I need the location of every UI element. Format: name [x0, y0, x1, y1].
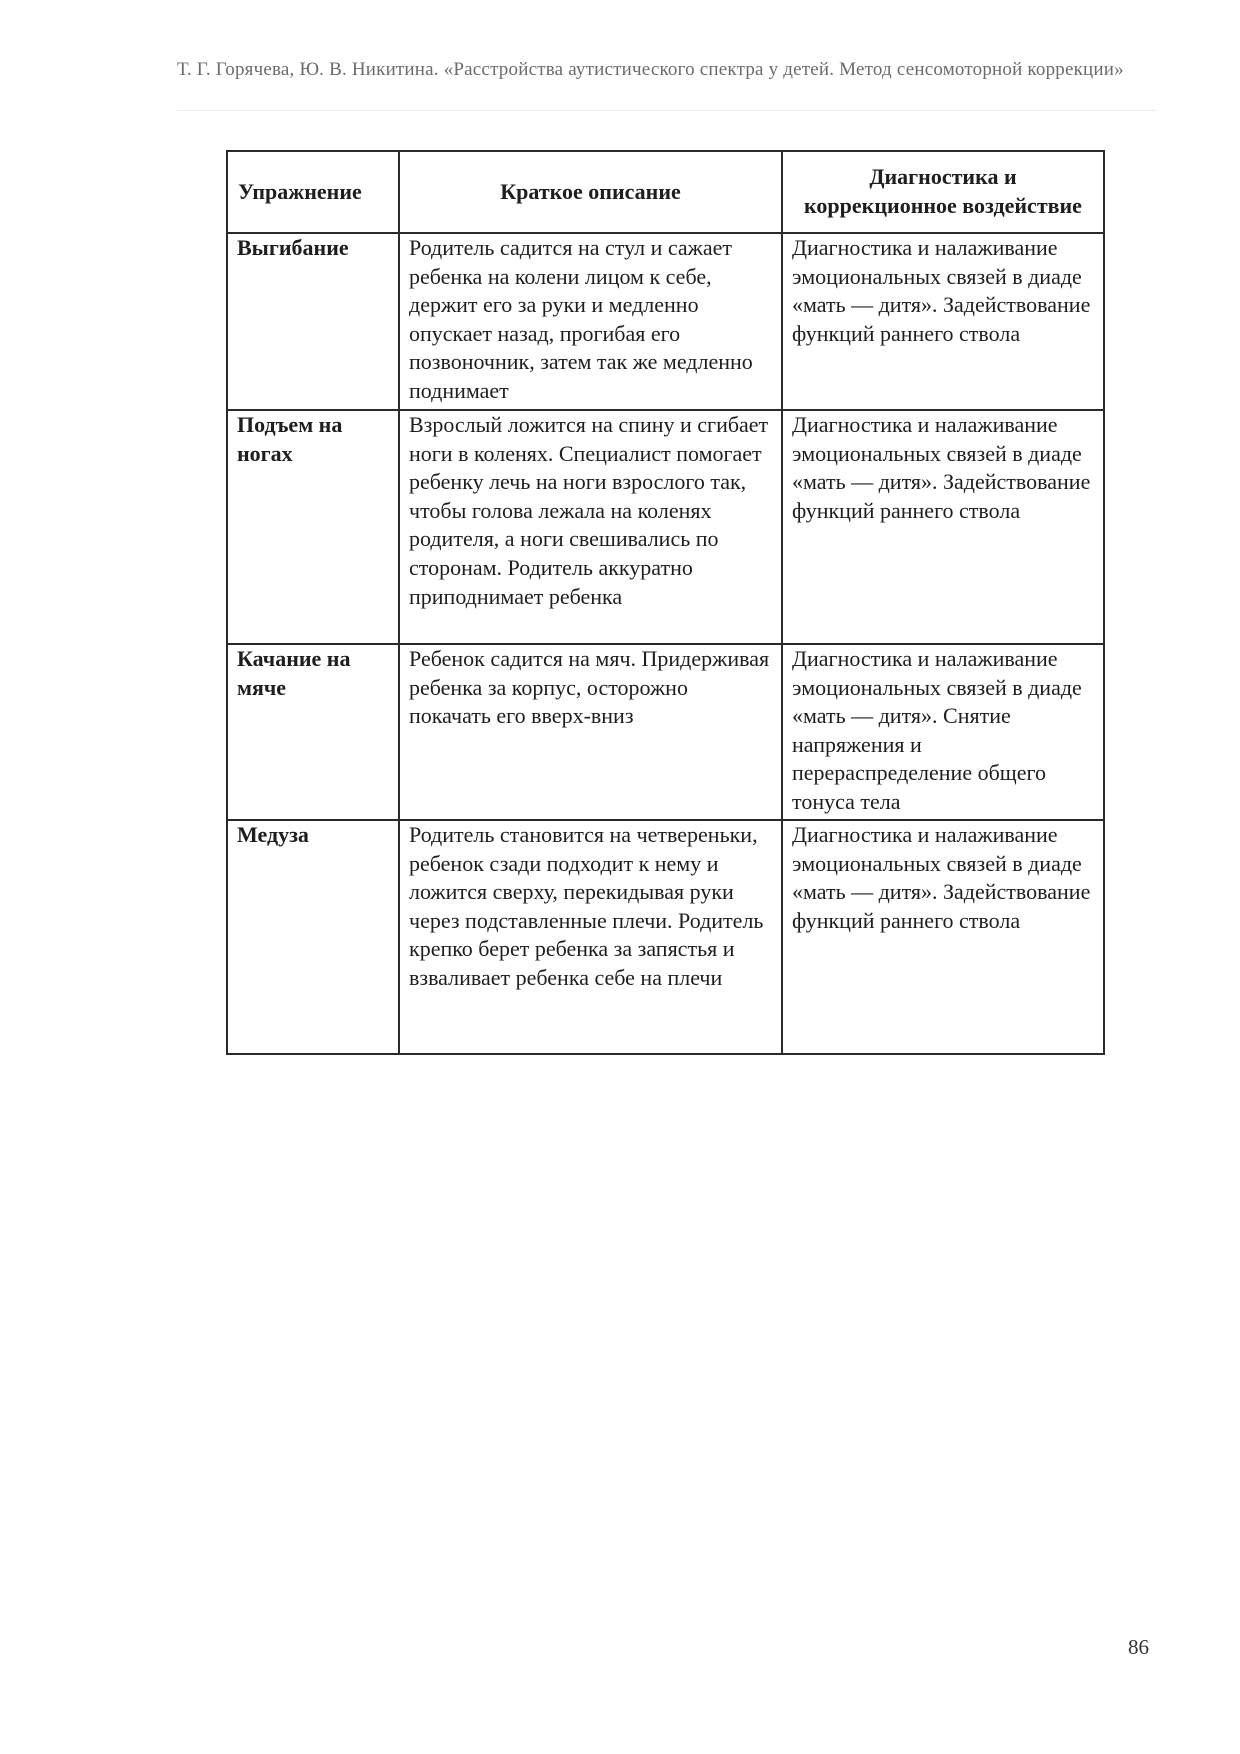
page-number: 86 — [1128, 1635, 1149, 1659]
exercise-name: Медуза — [227, 820, 399, 1054]
exercise-name: Выгибание — [227, 233, 399, 410]
exercise-diagnostics: Диагностика и налаживание эмоциональных связей в диаде «мать — дитя». Задействование функций раннего ствола — [782, 820, 1104, 1054]
table-row — [227, 233, 1104, 410]
exercise-name: Качание на мяче — [227, 644, 399, 820]
exercise-description: Ребенок садится на мяч. Придерживая ребенка за корпус, осторожно покачать его вверх-вниз — [399, 644, 782, 820]
exercise-diagnostics: Диагностика и налаживание эмоциональных связей в диаде «мать — дитя». Задействование функций раннего ствола — [782, 233, 1104, 410]
exercise-diagnostics: Диагностика и налаживание эмоциональных связей в диаде «мать — дитя». Снятие напряжения и перераспределение общего тонуса тела — [782, 644, 1104, 820]
exercise-name: Подъем на ногах — [227, 410, 399, 644]
exercise-description: Родитель садится на стул и сажает ребенка на колени лицом к себе, держит его за руки и медленно опускает назад, прогибая его позвоночник, затем так же медленно поднимает — [399, 233, 782, 410]
exercise-table — [226, 150, 1105, 1055]
table-row — [227, 410, 1104, 644]
column-header-exercise: Упражнение — [227, 151, 399, 233]
running-header: Т. Г. Горячева, Ю. В. Никитина. «Расстройства аутистического спектра у детей. Метод сенсомоторной коррекции» — [177, 59, 1124, 80]
table-row — [227, 644, 1104, 820]
table-header-row — [227, 151, 1104, 233]
exercise-diagnostics: Диагностика и налаживание эмоциональных связей в диаде «мать — дитя». Задействование функций раннего ствола — [782, 410, 1104, 644]
column-header-diagnostics: Диагностика и коррекционное воздействие — [782, 151, 1104, 233]
table-row — [227, 820, 1104, 1054]
exercise-description: Родитель становится на четвереньки, ребенок сзади подходит к нему и ложится сверху, перекидывая руки через подставленные плечи. Родитель крепко берет ребенка за запястья и взваливает ребенка себе на плечи — [399, 820, 782, 1054]
column-header-description: Краткое описание — [399, 151, 782, 233]
header-divider — [177, 110, 1157, 111]
exercise-description: Взрослый ложится на спину и сгибает ноги в коленях. Специалист помогает ребенку лечь на ноги взрослого так, чтобы голова лежала на коленях родителя, а ноги свешивались по сторонам. Родитель аккуратно приподнимает ребенка — [399, 410, 782, 644]
